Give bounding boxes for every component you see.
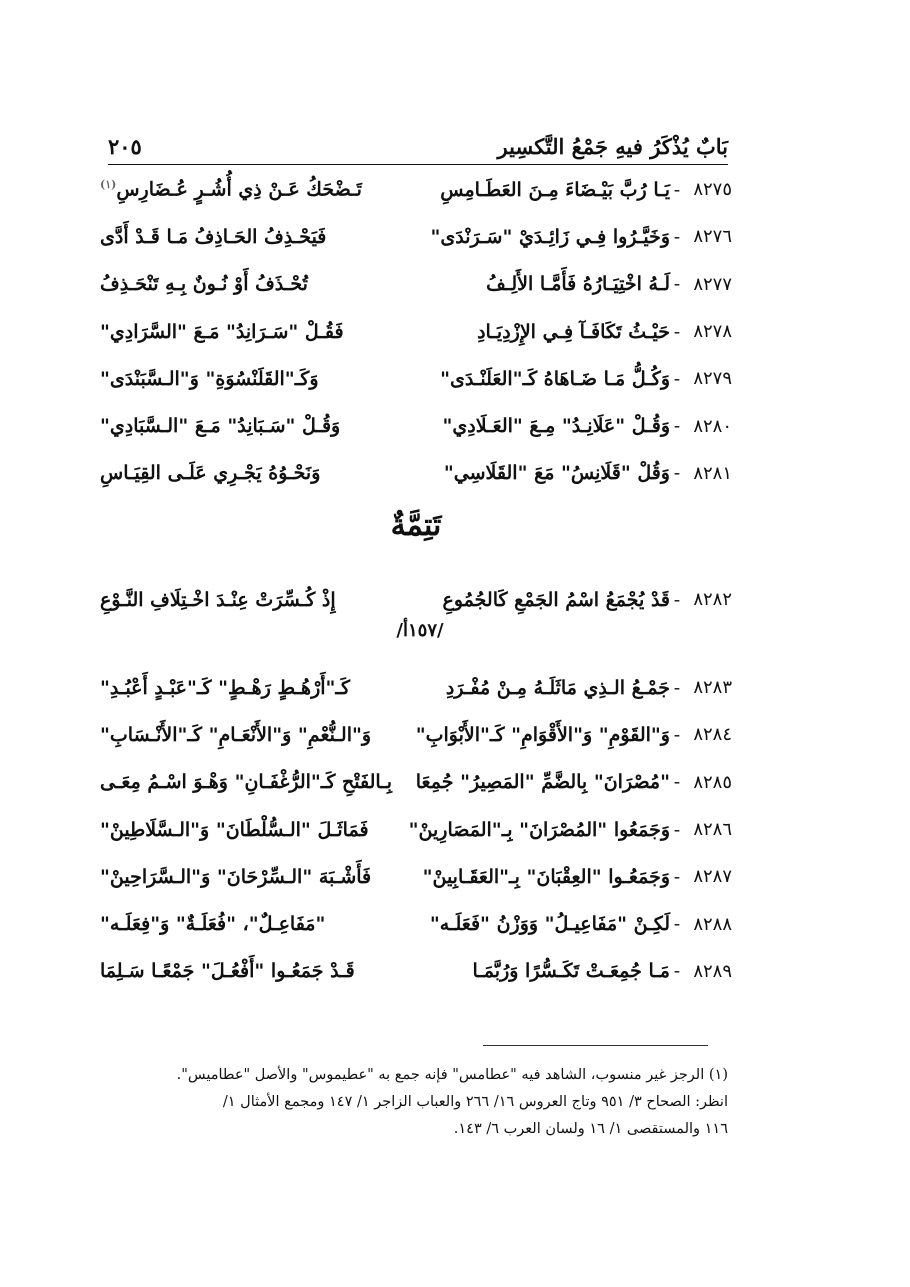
verse-number: ٨٢٨٥ <box>693 771 732 793</box>
first-hemistich: لَكِـنْ "مَفَاعِيـلُ" وَوَزْنُ "فَعَلَـه" <box>429 913 670 936</box>
verse-dash: - <box>673 960 681 983</box>
verse-dash: - <box>673 225 681 248</box>
second-hemistich-text: كَـ"أَرْهُـطٍ رَهْـطٍ" كَـ"عَبْـدٍ أَعْبُـدِ" <box>100 676 351 699</box>
chapter-title: بَابٌ يُذْكَرُ فيهِ جَمْعُ التَّكسِير <box>497 133 728 159</box>
first-hemistich: وَقُـلْ "عَلَانِـدُ" مِـعَ "العَـلَادِي" <box>442 415 670 438</box>
verse-dash: - <box>673 588 681 611</box>
verse-number: ٨٢٧٦ <box>693 226 732 248</box>
verse-row <box>100 261 732 308</box>
first-hemistich: وَقُلْ "قَلَانِسُ" مَعَ "القَلَاسِي" <box>443 462 670 485</box>
second-hemistich <box>100 819 418 841</box>
verse-row <box>100 213 732 260</box>
verse-dash: - <box>673 462 681 485</box>
second-hemistich <box>100 589 418 611</box>
verse-dash: - <box>673 676 681 699</box>
header-rule <box>108 164 728 165</box>
verse-number: ٨٢٨٢ <box>693 589 732 611</box>
second-hemistich <box>100 368 418 390</box>
first-hemistich: وَخَيَّـرُوا فِـي زَائِـدَيْ "سَـرَنْدَى" <box>430 225 670 248</box>
verse-number: ٨٢٧٧ <box>693 273 732 295</box>
footnote-rule <box>483 1045 708 1046</box>
verse-number: ٨٢٨٤ <box>693 724 732 746</box>
verses-part-3 <box>100 664 732 995</box>
verse-number: ٨٢٨٩ <box>693 960 732 982</box>
first-hemistich: وَجَمَعُـوا "العِقْبَانَ" بِـ"العَقَـابِينْ" <box>422 865 670 888</box>
footnote-line: (١) الرجز غير منسوب، الشاهد فيه "عطامس" فإنه جمع به "عطيموس" والأصل "عطاميس". <box>176 1067 728 1083</box>
second-hemistich-text: بِـالفَتْحِ كَـ"الرُّغْفَـانِ" وَهْـوَ اسْـمُ مِعَـى <box>100 771 393 794</box>
second-hemistich-text: تَـضْحَكُ عَـنْ ذِي أُشُـرٍ عُـضَارِسِ <box>116 178 362 201</box>
verse-number: ٨٢٨٧ <box>693 866 732 888</box>
second-hemistich-text: قَـدْ جَمَعُـوا "أَفْعُـلَ" جَمْعًـا سَـلِمَا <box>100 960 355 983</box>
second-hemistich <box>100 415 418 437</box>
verse-row <box>100 450 732 497</box>
first-hemistich: يَـا رُبَّ بَيْـضَاءَ مِـنَ العَطَـامِسِ <box>440 178 670 201</box>
second-hemistich-text: وَكَـ"القَلَنْسُوَةِ" وَ"الـسَّبَنْدَى" <box>100 367 319 390</box>
first-hemistich: حَيْـثُ تَكَافَـآ فِـي الإِزْدِيَـادِ <box>477 320 670 343</box>
second-hemistich <box>100 724 418 746</box>
footnotes <box>100 1062 728 1143</box>
verse-number: ٨٢٨٨ <box>693 913 732 935</box>
second-hemistich-text: فَأَشْـبَهَ "الـسِّرْحَانَ" وَ"الـسَّرَاحِينْ" <box>100 865 372 888</box>
second-hemistich <box>100 913 418 935</box>
second-hemistich-text: تُحْـذَفُ أَوْ نُـونٌ بِـهِ تَنْحَـذِفُ <box>100 273 308 296</box>
verses-part-1 <box>100 166 732 497</box>
second-hemistich <box>100 462 418 484</box>
verse-row <box>100 664 732 711</box>
verse-row <box>100 900 732 947</box>
second-hemistich <box>100 960 418 982</box>
second-hemistich <box>100 771 418 793</box>
verse-dash: - <box>673 273 681 296</box>
second-hemistich-text: فَمَاثَـلَ "الـسُّلْطَانَ" وَ"الـسَّلَاطِينْ" <box>100 818 369 841</box>
footnote-line: انظر: الصحاح ٣/ ٩٥١ وتاج العروس ١٦/ ٢٦٦ والعباب الزاجر ١/ ١٤٧ ومجمع الأمثال ١/ <box>222 1094 728 1110</box>
first-hemistich: وَكُـلُّ مَـا ضَـاهَاهُ كَـ"العَلَنْـدَى" <box>440 367 670 390</box>
first-hemistich: وَ"القَوْمِ" وَ"الأَقْوَامِ" كَـ"الأَبْوَابِ" <box>415 723 670 746</box>
verse-row <box>100 806 732 853</box>
verse-dash: - <box>673 865 681 888</box>
verse-dash: - <box>673 723 681 746</box>
running-header <box>108 128 728 164</box>
verse-number: ٨٢٧٥ <box>693 179 732 201</box>
verse-number: ٨٢٧٩ <box>693 368 732 390</box>
second-hemistich-text: فَقُـلْ "سَـرَانِدُ" مَـعَ "السَّرَادِي" <box>100 320 344 343</box>
verse-dash: - <box>673 367 681 390</box>
first-hemistich: وَجَمَعُوا "المُصْرَانَ" بِـ"المَصَارِينْ" <box>408 818 670 841</box>
second-hemistich-text: وَقُـلْ "سَـبَانِدُ" مَـعَ "الـسَّبَادِي" <box>100 415 341 438</box>
verse-row <box>100 308 732 355</box>
verse-number: ٨٢٨٠ <box>693 415 732 437</box>
verse-row <box>100 402 732 449</box>
second-hemistich <box>100 273 418 295</box>
verse-number: ٨٢٨٦ <box>693 819 732 841</box>
footnote-line: ١١٦ والمستقصى ١/ ١٦ ولسان العرب ٦/ ١٤٣. <box>453 1121 728 1137</box>
verse-row <box>100 576 732 623</box>
verse-dash: - <box>673 178 681 201</box>
folio-marker: /١٥٧أ/ <box>396 620 444 641</box>
footnote-marker: (١) <box>100 178 117 192</box>
section-title: تَتِمَّةٌ <box>390 508 442 543</box>
verse-row <box>100 853 732 900</box>
second-hemistich <box>100 321 418 343</box>
verse-row <box>100 759 732 806</box>
second-hemistich-text: إِذْ كُـسِّرَتْ عِنْـدَ اخْـتِلَافِ النَّـوْعِ <box>100 588 336 611</box>
verse-dash: - <box>673 818 681 841</box>
second-hemistich <box>100 226 418 248</box>
second-hemistich-text: وَنَحْـوُهُ يَجْـرِي عَلَـى القِيَـاسِ <box>100 462 321 485</box>
verse-row <box>100 948 732 995</box>
first-hemistich: مَـا جُمِعَـتْ تَكَـسُّرًا وَرُبَّمَـا <box>472 960 670 983</box>
page-number: ٢٠٥ <box>108 133 142 159</box>
second-hemistich <box>100 178 418 200</box>
verse-number: ٨٢٧٨ <box>693 321 732 343</box>
first-hemistich: جَمْـعُ الـذِي مَاثَلَـهُ مِـنْ مُفْـرَدِ <box>445 676 670 699</box>
second-hemistich-text: وَ"الـنُّعْمِ" وَ"الأَنْعَـامِ" كَـ"الأَنْـسَابِ" <box>100 723 372 746</box>
verse-dash: - <box>673 913 681 936</box>
verses-part-2 <box>100 576 732 623</box>
verse-dash: - <box>673 771 681 794</box>
second-hemistich <box>100 866 418 888</box>
second-hemistich-text: "مَفَاعِـلٌ"، "فُعَلَـةٌ" وَ"فِعَلَـه" <box>100 913 326 936</box>
second-hemistich-text: فَيَحْـذِفُ الحَـاذِفُ مَـا قَـدْ أَدَّى <box>100 225 327 248</box>
verse-number: ٨٢٨١ <box>693 462 732 484</box>
verse-number: ٨٢٨٣ <box>693 677 732 699</box>
verse-dash: - <box>673 320 681 343</box>
verse-row <box>100 166 732 213</box>
second-hemistich <box>100 677 418 699</box>
verse-row <box>100 355 732 402</box>
verse-dash: - <box>673 415 681 438</box>
verse-row <box>100 711 732 758</box>
first-hemistich: قَدْ يُجْمَعُ اسْمُ الجَمْعِ كَالجُمُوعِ <box>442 588 670 611</box>
first-hemistich: لَـهُ اخْتِيَـارُهُ فَأَمَّـا الأَلِـفُ <box>486 273 670 296</box>
first-hemistich: "مُصْرَانَ" بِالضَّمِّ "المَصِيرُ" جُمِعَا <box>415 771 670 794</box>
